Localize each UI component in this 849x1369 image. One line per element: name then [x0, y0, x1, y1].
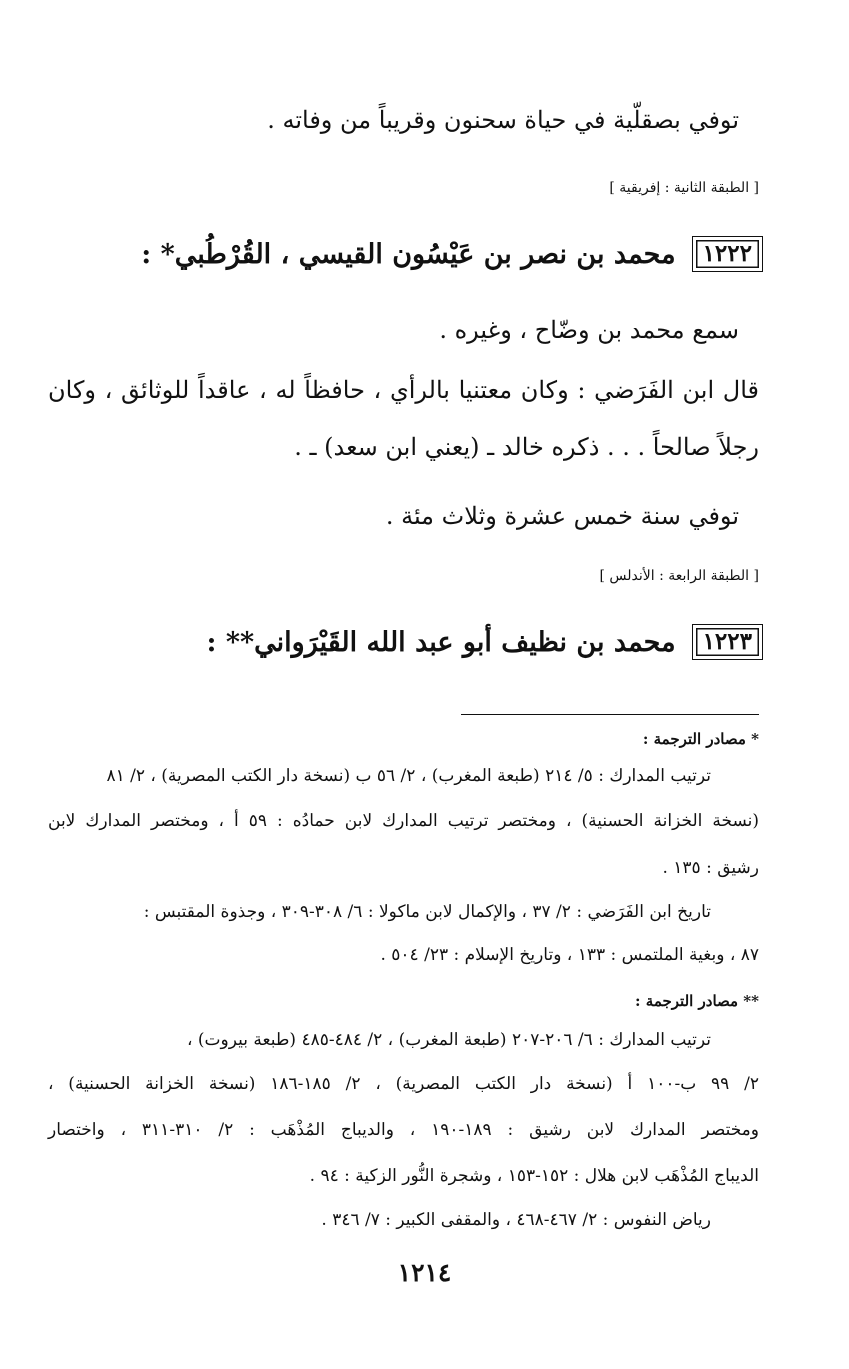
body-line-death-sicily: توفي بصقلّية في حياة سحنون وقريباً من وفاته .	[267, 106, 739, 134]
footnote-divider	[461, 714, 759, 715]
entry-heading-1222	[141, 236, 763, 272]
entry-number-box: ١٢٢٢	[692, 236, 763, 272]
entry-heading-1223	[207, 624, 763, 660]
entry-name: محمد بن نظيف أبو عبد الله القَيْرَواني** :	[206, 626, 676, 658]
footnote-line: ٨٧ ، وبغية الملتمس : ١٣٣ ، وتاريخ الإسلام : ٢٣/ ٥٠٤ .	[380, 945, 759, 965]
footnote-line: (نسخة الخزانة الحسنية) ، ومختصر ترتيب المدارك لابن حمادُه : ٥٩ أ ، ومختصر المدارك لابن	[48, 811, 759, 831]
footnote-line: الديباج المُذْهَب لابن هلال : ١٥٢-١٥٣ ، وشجرة النُّور الزكية : ٩٤ .	[309, 1166, 759, 1186]
footnote-line: ترتيب المدارك : ٥/ ٢١٤ (طبعة المغرب) ، ٢/ ٥٦ ب (نسخة دار الكتب المصرية) ، ٢/ ٨١	[106, 766, 711, 786]
tabaqa-label-ifriqiya: [ الطبقة الثانية : إفريقية ]	[609, 180, 759, 196]
entry-name: محمد بن نصر بن عَيْسُون القيسي ، القُرْطُبي* :	[141, 238, 676, 270]
entry-number-box: ١٢٢٣	[692, 624, 763, 660]
footnote-line: رشيق : ١٣٥ .	[662, 858, 759, 878]
footnote-line: ومختصر المدارك لابن رشيق : ١٨٩-١٩٠ ، والديباج المُذْهَب : ٢/ ٣١٠-٣١١ ، واختصار	[48, 1120, 759, 1140]
body-line-ibn-faradi: قال ابن الفَرَضي : وكان معتنيا بالرأي ، حافظاً له ، عاقداً للوثائق ، وكان	[48, 376, 759, 404]
tabaqa-label-andalus: [ الطبقة الرابعة : الأندلس ]	[599, 568, 759, 584]
body-line-heard: سمع محمد بن وضّاح ، وغيره .	[439, 316, 739, 344]
body-line-righteous-man: رجلاً صالحاً . . . ذكره خالد ـ (يعني ابن سعد) ـ .	[294, 433, 759, 461]
footnote-heading-2: ** مصادر الترجمة :	[635, 992, 759, 1010]
footnote-line: رياض النفوس : ٢/ ٤٦٧-٤٦٨ ، والمقفى الكبير : ٧/ ٣٤٦ .	[321, 1210, 711, 1230]
body-line-died-315: توفي سنة خمس عشرة وثلاث مئة .	[385, 502, 739, 530]
footnote-line: تاريخ ابن الفَرَضي : ٢/ ٣٧ ، والإكمال لابن ماكولا : ٦/ ٣٠٨-٣٠٩ ، وجذوة المقتبس :	[143, 902, 711, 922]
page-number: ١٢١٤	[397, 1258, 452, 1287]
footnote-heading-1: * مصادر الترجمة :	[642, 730, 759, 748]
footnote-line: ٢/ ٩٩ ب-١٠٠ أ (نسخة دار الكتب المصرية) ، ٢/ ١٨٥-١٨٦ (نسخة الخزانة الحسنية) ،	[48, 1074, 760, 1094]
footnote-line: ترتيب المدارك : ٦/ ٢٠٦-٢٠٧ (طبعة المغرب) ، ٢/ ٤٨٤-٤٨٥ (طبعة بيروت) ،	[187, 1030, 711, 1050]
